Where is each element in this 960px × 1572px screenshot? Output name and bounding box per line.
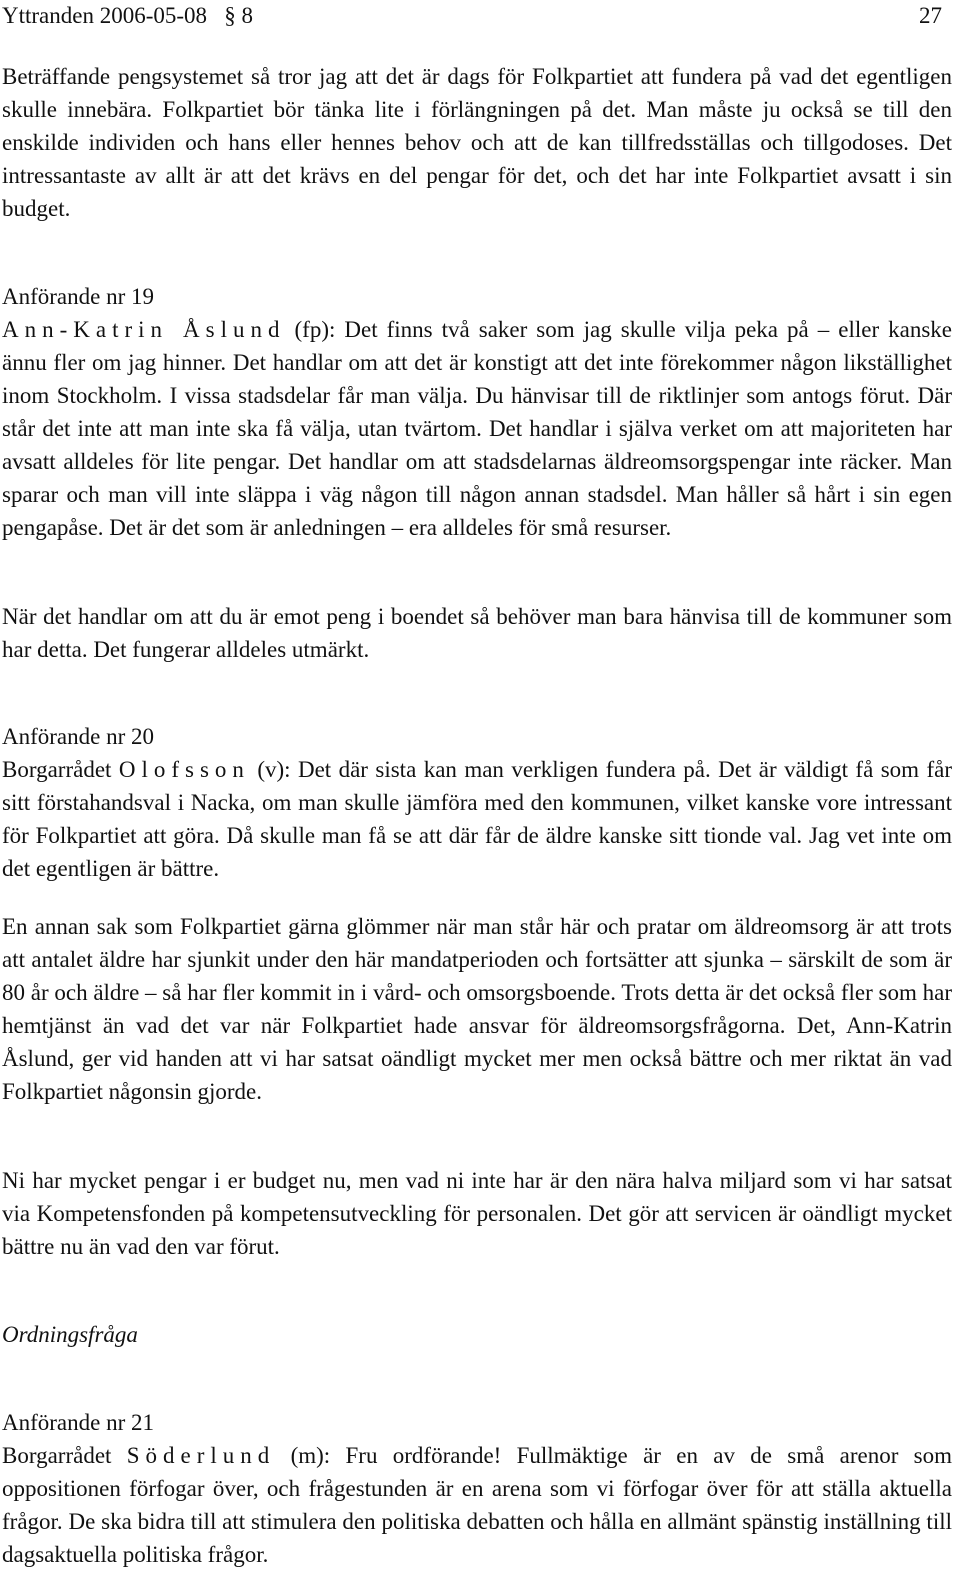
speaker-name: Olofsson: [118, 757, 250, 782]
speech-heading: Anförande nr 20: [2, 724, 155, 749]
document-date-title: Yttranden 2006-05-08: [2, 3, 208, 28]
paragraph-text: Ni har mycket pengar i er budget nu, men vad ni inte har är den nära halva miljard som vi har satsat via Kompetensfonden på kompetensutveckling för personalen. Det gör att servicen är oändligt mycket bättre nu än vad den var förut.: [2, 1168, 952, 1259]
speech-19: [2, 280, 952, 544]
speech-text: [2, 753, 952, 885]
speech-text: [2, 313, 952, 544]
header-title: [2, 0, 253, 32]
paragraph-budget: [2, 1164, 952, 1263]
paragraph-text: När det handlar om att du är emot peng i boendet så behöver man bara hänvisa till de kommuner som har detta. Det fungerar alldeles utmärkt.: [2, 604, 952, 662]
speech-body: (fp): Det finns två saker som jag skulle vilja peka på – eller kanske ännu fler om jag hinner. Det handlar om att det är konstigt att det inte förekommer någon likställighet inom Stockholm. I vissa stadsdelar får man välja. Du hänvisar till de riktlinjer som antogs förut. Där står det inte att man inte ska få välja, utan tvärtom. Det handlar i själva verket om att majoriteten har avsatt alldeles för lite pengar. Det handlar om att stadsdelarnas äldreomsorgspengar inte räcker. Man sparar och man vill inte släppa i väg någon till någon annan stadsdel. Man håller så hårt i sin egen pengapåse. Det är det som är anledningen – era alldeles för små resurser.: [2, 317, 952, 540]
speaker-name: Ann-Katrin Åslund: [2, 317, 286, 342]
paragraph-text: En annan sak som Folkpartiet gärna glömmer när man står här och pratar om äldreomsorg är att trots att antalet äldre har sjunkit under den här mandatperioden och fortsätter att sjunka – särskilt de som är 80 år och äldre – så har fler kommit in i vård- och omsorgsboende. Trots detta är det också fler som har hemtjänst än vad det var när Folkpartiet hade ansvar för äldreomsorgsfrågorna. Det, Ann-Katrin Åslund, ger vid handen att vi har satsat oändligt mycket mer men också bättre och mer riktat än vad Folkpartiet någonsin gjorde.: [2, 914, 952, 1104]
speech-heading: Anförande nr 21: [2, 1410, 155, 1435]
speech-body: (v): Det där sista kan man verkligen fundera på. Det är väldigt få som får sitt förstahandsval i Nacka, om man skulle jämföra med den kommunen, vilket kanske vore intressant för Folkpartiet att göra. Då skulle man få se att där får de äldre kanske sitt tionde val. Jag vet inte om det egentligen är bättre.: [2, 757, 952, 881]
speech-20: [2, 720, 952, 885]
paragraph-text: Beträffande pengsystemet så tror jag att det är dags för Folkpartiet att fundera på vad det egentligen skulle innebära. Folkpartiet bör tänka lite i förlängningen på det. Man måste ju också se till den enskilde individen och hans eller hennes behov och att de kan tillfredsställas och tillgodoses. Det intressantaste av allt är att det krävs en del pengar för det, och det har inte Folkpartiet avsatt i sin budget.: [2, 64, 952, 221]
paragraph-aldreomsorg: [2, 910, 952, 1108]
speech-text: [2, 1439, 952, 1571]
paragraph-peng-boendet: [2, 600, 952, 666]
speech-heading: Anförande nr 19: [2, 284, 155, 309]
page-header: [2, 0, 942, 32]
speaker-title: Borgarrådet: [2, 757, 119, 782]
italic-heading: Ordningsfråga: [2, 1322, 138, 1347]
speaker-title: Borgarrådet: [2, 1443, 127, 1468]
speech-body: (m): Fru ordförande! Fullmäktige är en av de små arenor som oppositionen förfogar över, och frågestunden är en arena som vi förfogar över för att ställa aktuella frågor. De ska bidra till att stimulera den politiska debatten och hålla en allmänt spänstig inställning till dagsaktuella politiska frågor.: [2, 1443, 953, 1567]
paragraph-pengsystemet: [2, 60, 952, 225]
ordningsfraga-heading: [2, 1318, 952, 1351]
speaker-name: Söderlund: [126, 1443, 276, 1468]
page-number: 27: [919, 3, 942, 28]
section-number: § 8: [224, 3, 254, 28]
speech-21: [2, 1406, 952, 1571]
